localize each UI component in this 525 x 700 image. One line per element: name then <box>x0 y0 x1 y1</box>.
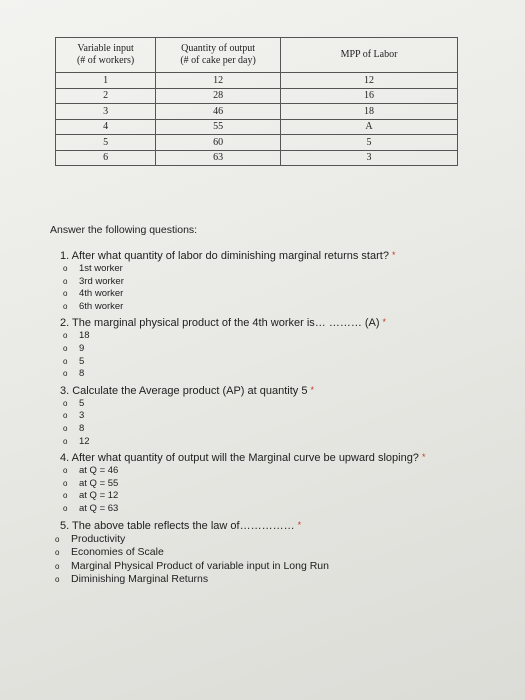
radio-circle-icon: o <box>63 411 68 421</box>
answer-option[interactable] <box>63 263 510 276</box>
answer-option[interactable] <box>63 276 510 289</box>
questions-intro: Answer the following questions: <box>50 224 198 236</box>
option-label: at Q = 12 <box>79 490 119 502</box>
radio-circle-icon: o <box>63 398 68 408</box>
option-label: Marginal Physical Product of variable input in Long Run <box>71 559 329 572</box>
option-label: at Q = 63 <box>79 502 119 514</box>
table-cell: 46 <box>156 104 281 120</box>
answer-option[interactable] <box>63 356 510 369</box>
answer-option[interactable] <box>63 423 510 436</box>
header-line: (# of workers) <box>76 55 135 66</box>
question-text <box>60 452 510 464</box>
question-3 <box>50 385 510 448</box>
radio-circle-icon: o <box>63 478 68 488</box>
table-cell: 28 <box>156 88 281 104</box>
question-label: 3. Calculate the Average product (AP) at quantity 5 <box>60 384 308 397</box>
question-label: 5. The above table reflects the law of…………… <box>60 519 295 532</box>
option-label: 3 <box>79 410 85 422</box>
option-list <box>50 398 510 448</box>
header-line: MPP of Labor <box>340 49 398 60</box>
answer-option[interactable] <box>63 503 510 516</box>
option-label: 12 <box>79 435 90 447</box>
required-asterisk: * <box>391 250 396 260</box>
option-label: 8 <box>79 368 85 380</box>
radio-circle-icon: o <box>55 575 60 584</box>
option-label: 5 <box>79 397 85 409</box>
radio-circle-icon: o <box>63 491 68 501</box>
radio-circle-icon: o <box>63 301 68 311</box>
option-label: 3rd worker <box>79 275 124 287</box>
answer-option[interactable] <box>63 288 510 301</box>
answer-option[interactable] <box>63 478 510 491</box>
option-label: Productivity <box>71 532 126 545</box>
answer-option[interactable] <box>63 436 510 449</box>
table-row <box>56 119 458 135</box>
radio-circle-icon: o <box>55 561 60 571</box>
header-quantity-output <box>156 38 281 73</box>
table-cell: 2 <box>56 88 156 104</box>
answer-option[interactable] <box>63 398 510 411</box>
question-text <box>60 520 510 532</box>
radio-circle-icon: o <box>63 356 68 366</box>
answer-option[interactable] <box>63 410 510 423</box>
table-row <box>56 150 458 166</box>
table-row <box>56 88 458 104</box>
header-line: Quantity of output <box>181 43 256 54</box>
production-table <box>55 37 458 166</box>
header-variable-input <box>56 38 156 73</box>
radio-circle-icon: o <box>63 289 68 299</box>
table-cell: 60 <box>156 135 281 151</box>
radio-circle-icon: o <box>63 503 68 513</box>
table-cell: 55 <box>156 119 281 135</box>
radio-circle-icon: o <box>63 369 68 379</box>
radio-circle-icon: o <box>63 343 68 353</box>
table-cell: 16 <box>280 88 457 104</box>
header-mpp-labor <box>280 38 457 73</box>
question-label: 1. After what quantity of labor do diminishing marginal returns start? <box>60 250 389 262</box>
question-label: 4. After what quantity of output will the Marginal curve be upward sloping? <box>60 452 419 465</box>
answer-option[interactable] <box>63 465 510 478</box>
radio-circle-icon: o <box>63 423 68 433</box>
table-cell: 5 <box>56 135 156 151</box>
answer-option[interactable] <box>63 368 510 381</box>
radio-circle-icon: o <box>63 331 68 341</box>
option-label: 4th worker <box>79 288 124 300</box>
option-label: Diminishing Marginal Returns <box>71 573 209 585</box>
option-list <box>50 330 510 380</box>
header-line: (# of cake per day) <box>180 55 256 66</box>
option-label: 8 <box>79 422 85 434</box>
answer-option[interactable] <box>55 546 510 560</box>
option-list <box>50 263 510 313</box>
table-cell: 12 <box>280 73 457 89</box>
option-label: 9 <box>79 342 85 354</box>
radio-circle-icon: o <box>63 466 68 476</box>
required-asterisk: * <box>382 317 387 328</box>
table-row <box>56 135 458 151</box>
answer-option[interactable] <box>63 490 510 503</box>
option-list <box>50 465 510 515</box>
question-label: 2. The marginal physical product of the 4th worker is… ……… (A) <box>60 317 380 330</box>
question-text <box>60 385 510 397</box>
option-label: 5 <box>79 355 85 367</box>
table-cell: 18 <box>280 104 457 120</box>
radio-circle-icon: o <box>55 534 60 544</box>
option-label: at Q = 46 <box>79 465 119 477</box>
option-label: Economies of Scale <box>71 546 164 558</box>
required-asterisk: * <box>297 519 302 530</box>
radio-circle-icon: o <box>63 436 68 446</box>
radio-circle-icon: o <box>63 276 68 286</box>
questions-section <box>50 224 510 591</box>
answer-option[interactable] <box>63 330 510 343</box>
table-cell: 5 <box>280 135 457 151</box>
answer-option[interactable] <box>63 301 510 314</box>
question-text <box>60 317 510 329</box>
table-cell: 1 <box>56 73 156 89</box>
table-cell: 3 <box>280 150 457 166</box>
table-cell: A <box>280 119 457 135</box>
table-cell: 6 <box>56 150 156 166</box>
option-label: at Q = 55 <box>79 477 119 489</box>
option-list <box>50 533 510 587</box>
table-cell: 4 <box>56 119 156 135</box>
question-2 <box>50 317 510 380</box>
required-asterisk: * <box>310 384 314 395</box>
question-5 <box>50 520 510 587</box>
table-cell: 63 <box>156 150 281 166</box>
answer-option[interactable] <box>55 533 510 547</box>
answer-option[interactable] <box>55 573 510 587</box>
table-header-row <box>56 38 458 73</box>
table-cell: 12 <box>156 73 281 89</box>
option-label: 1st worker <box>79 263 123 274</box>
question-1 <box>50 250 510 313</box>
answer-option[interactable] <box>55 560 510 574</box>
radio-circle-icon: o <box>63 264 68 273</box>
option-label: 6th worker <box>79 300 124 312</box>
required-asterisk: * <box>421 452 426 463</box>
option-label: 18 <box>79 330 90 342</box>
header-line: Variable input <box>77 43 134 54</box>
table-row <box>56 73 458 89</box>
question-4 <box>50 452 510 515</box>
answer-option[interactable] <box>63 343 510 356</box>
table-cell: 3 <box>56 104 156 120</box>
radio-circle-icon: o <box>55 548 60 557</box>
question-text <box>60 250 510 262</box>
table-row <box>56 104 458 120</box>
